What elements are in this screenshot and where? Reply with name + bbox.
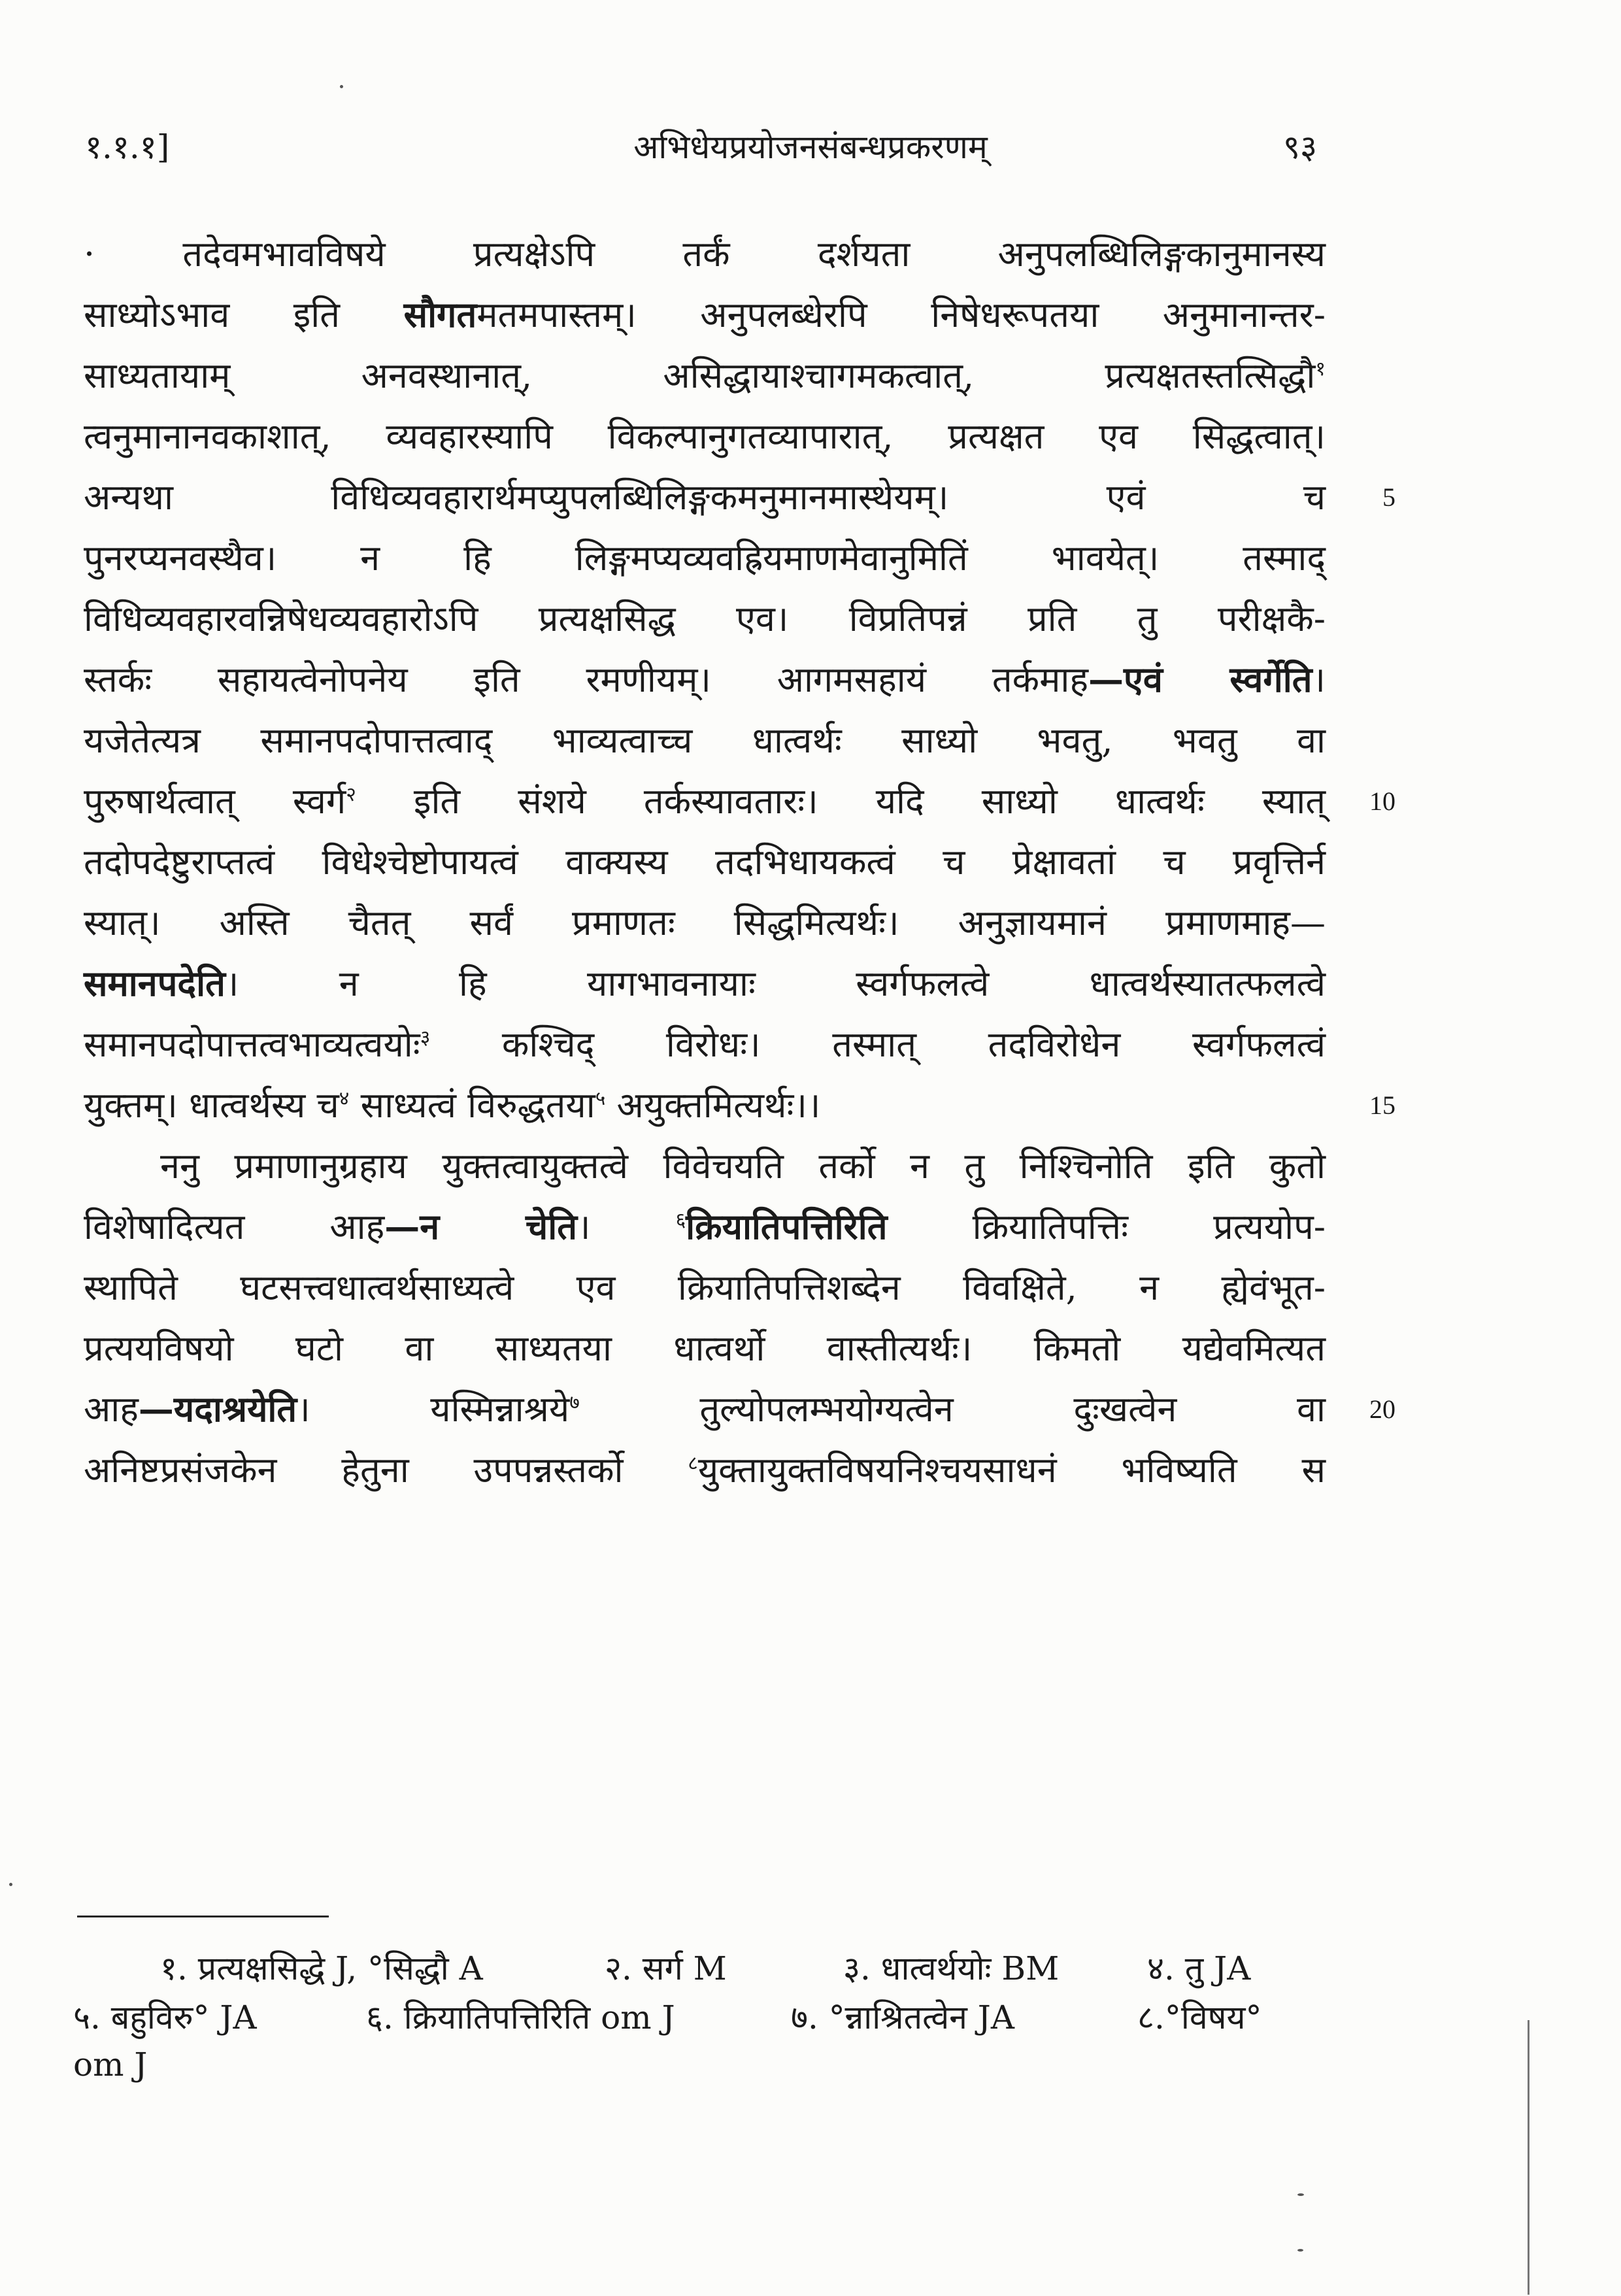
text-run: स्यात्। अस्ति चैतत् सर्वं प्रमाणतः सिद्धमित्यर्थः। अनुज्ञायमानं प्रमाणमाह— — [84, 902, 1326, 943]
text-run: साध्यत्वं विरुद्धतया — [349, 1085, 595, 1126]
scan-edge-mark — [1528, 2020, 1529, 2295]
text-run: साध्योऽभाव इति — [84, 294, 404, 335]
text-run: ४. तु JA — [1147, 1950, 1251, 1987]
body-line — [84, 649, 1326, 710]
text-run: यजेतेत्यत्र समानपदोपात्तत्वाद् भाव्यत्वाच्च धात्वर्थः साध्यो भवतु, भवतु वा — [84, 720, 1326, 761]
body-line — [84, 1440, 1326, 1500]
text-run: अयुक्तमित्यर्थः।। — [605, 1085, 821, 1126]
bold-term: क्रियातिपत्तिरिति — [686, 1206, 888, 1247]
footnote-ref: १ — [1315, 358, 1326, 380]
bold-term: —यदाश्रयेति — [138, 1388, 297, 1430]
line-number: 15 — [1369, 1090, 1395, 1120]
body-line — [84, 284, 1326, 345]
footnote — [1147, 1945, 1250, 1992]
running-head-title: अभिधेयप्रयोजनसंबन्धप्रकरणम् — [633, 128, 988, 166]
body-line — [84, 710, 1326, 771]
text-run: विशेषादित्यत आह — [84, 1206, 385, 1247]
footnote-ref: ७ — [569, 1391, 580, 1414]
text-run: पुरुषार्थत्वात् स्वर्ग — [84, 781, 346, 822]
body-line — [160, 1136, 1326, 1196]
text-run: अन्यथा विधिव्यवहारार्थमप्युपलब्धिलिङ्गकमनुमानमास्थेयम्। एवं च — [84, 477, 1326, 518]
text-run: अनिष्टप्रसंजकेन हेतुना उपपन्नस्तर्को — [84, 1449, 688, 1491]
text-run: समानपदोपात्तत्वभाव्यत्वयोः — [84, 1024, 420, 1065]
scan-speck — [9, 1883, 12, 1886]
text-run: तुल्योपलम्भयोग्यत्वेन दुःखत्वेन वा — [579, 1389, 1326, 1430]
scan-speck — [1297, 2193, 1304, 2196]
body-line — [84, 1379, 1326, 1440]
footnote-rule — [77, 1916, 329, 1917]
bold-term: —एवं स्वर्गेति — [1088, 658, 1312, 700]
bold-term: समानपदेति — [84, 962, 226, 1004]
text-run: · तदेवमभावविषये प्रत्यक्षेऽपि तर्कं दर्शयता अनुपलब्धिलिङ्गकानुमानस्य — [84, 233, 1326, 275]
text-run: त्वनुमानानवकाशात्, व्यवहारस्यापि विकल्पानुगतव्यापारात्, प्रत्यक्षत एव सिद्धत्वात्। — [84, 416, 1326, 457]
text-run: स्थापिते घटसत्त्वधात्वर्थसाध्यत्वे एव क्रियातिपत्तिशब्देन विवक्षिते, न ह्येवंभूत- — [84, 1267, 1326, 1308]
text-run: विधिव्यवहारवन्निषेधव्यवहारोऽपि प्रत्यक्षसिद्ध एव। विप्रतिपन्नं प्रति तु परीक्षकै- — [84, 598, 1326, 639]
scan-speck — [1297, 2249, 1303, 2252]
body-line — [84, 832, 1326, 892]
body-line — [84, 1318, 1326, 1379]
running-head-section: १.१.१] — [85, 128, 170, 166]
text-run: साध्यतायाम् अनवस्थानात्, असिद्धायाश्चागमकत्वात्, प्रत्यक्षतस्तत्सिद्धौ — [84, 355, 1316, 396]
footnote-continuation — [73, 2041, 147, 2088]
footnote — [605, 1945, 727, 1992]
body-line — [84, 588, 1326, 649]
page-number: ९३ — [1283, 128, 1317, 166]
text-run: । — [577, 1206, 676, 1247]
footnote-ref: २ — [346, 783, 356, 806]
footnote-ref: ५ — [595, 1087, 606, 1110]
text-run: आह — [84, 1389, 139, 1430]
body-line — [84, 1257, 1326, 1318]
text-run: पुनरप्यनवस्थैव। न हि लिङ्गमप्यव्यवह्रियमाणमेवानुमितिं भावयेत्। तस्माद् — [84, 537, 1326, 579]
line-number: 10 — [1369, 786, 1395, 816]
scan-speck — [340, 85, 343, 88]
text-run: २. सर्ग M — [605, 1950, 727, 1987]
body-line — [84, 1014, 1326, 1075]
footnote-ref: ३ — [420, 1026, 431, 1049]
body-line — [84, 892, 1326, 953]
body-line — [84, 1196, 1326, 1257]
line-number: 5 — [1382, 482, 1395, 512]
line-number: 20 — [1369, 1394, 1395, 1424]
footnote — [1137, 1994, 1262, 2041]
text-run: ५. बहुविरु° JA — [73, 1999, 257, 2036]
text-run: मतमपास्तम्। अनुपलब्धेरपि निषेधरूपतया अनुमानान्तर- — [476, 294, 1326, 335]
body-line — [84, 345, 1326, 406]
text-run: ६. क्रियातिपत्तिरिति om J — [366, 1999, 675, 2036]
text-run: तदोपदेष्टुराप्तत्वं विधेश्चेष्टोपायत्वं वाक्यस्य तदभिधायकत्वं च प्रेक्षावतां च प्रवृत्तिर्न — [84, 841, 1326, 883]
footnote-ref: ८ — [688, 1452, 698, 1475]
text-run: १. प्रत्यक्षसिद्धे J, °सिद्धौ A — [160, 1950, 483, 1987]
body-line — [84, 771, 1326, 832]
text-run: om J — [73, 2046, 148, 2084]
text-run: ७. °न्नाश्रितत्वेन JA — [791, 1999, 1014, 2036]
footnote — [160, 1945, 483, 1992]
text-run: । न हि यागभावनायाः स्वर्गफलत्वे धात्वर्थस्यातत्फलत्वे — [225, 963, 1326, 1004]
text-run: क्रियातिपत्तिः प्रत्ययोप- — [887, 1206, 1326, 1247]
body-line — [84, 953, 1326, 1014]
footnote-ref: ६ — [675, 1209, 686, 1232]
body-line — [84, 467, 1326, 528]
footnote — [791, 1994, 1014, 2041]
text-run: युक्तम्। धात्वर्थस्य च — [84, 1085, 339, 1126]
body-line — [84, 224, 1326, 284]
body-line — [84, 406, 1326, 467]
text-run: ८.°विषय° — [1137, 1999, 1262, 2036]
footnote — [843, 1945, 1059, 1992]
text-run: स्तर्कः सहायत्वेनोपनेय इति रमणीयम्। आगमसहायं तर्कमाह — [84, 659, 1089, 700]
footnote-ref: ४ — [339, 1087, 350, 1110]
text-run: प्रत्ययविषयो घटो वा साध्यतया धात्वर्थो वास्तीत्यर्थः। किमतो यद्येवमित्यत — [84, 1328, 1326, 1369]
text-run: इति संशये तर्कस्यावतारः। यदि साध्यो धात्वर्थः स्यात् — [356, 781, 1326, 822]
bold-term: —न चेति — [384, 1206, 578, 1247]
text-run: ननु प्रमाणानुग्रहाय युक्तत्वायुक्तत्वे विवेचयति तर्को न तु निश्चिनोति इति कुतो — [160, 1145, 1326, 1187]
text-run: युक्तायुक्तविषयनिश्चयसाधनं भविष्यति स — [697, 1449, 1326, 1491]
text-run: । — [1312, 659, 1326, 700]
text-run: । यस्मिन्नाश्रये — [297, 1389, 570, 1430]
footnote — [73, 1994, 257, 2041]
footnote — [366, 1994, 675, 2041]
text-run: ३. धात्वर्थयोः BM — [843, 1950, 1060, 1987]
body-line — [84, 1075, 1326, 1136]
body-line — [84, 528, 1326, 588]
bold-term: सौगत — [403, 294, 477, 335]
text-run: कश्चिद् विरोधः। तस्मात् तदविरोधेन स्वर्गफलत्वं — [430, 1024, 1326, 1065]
